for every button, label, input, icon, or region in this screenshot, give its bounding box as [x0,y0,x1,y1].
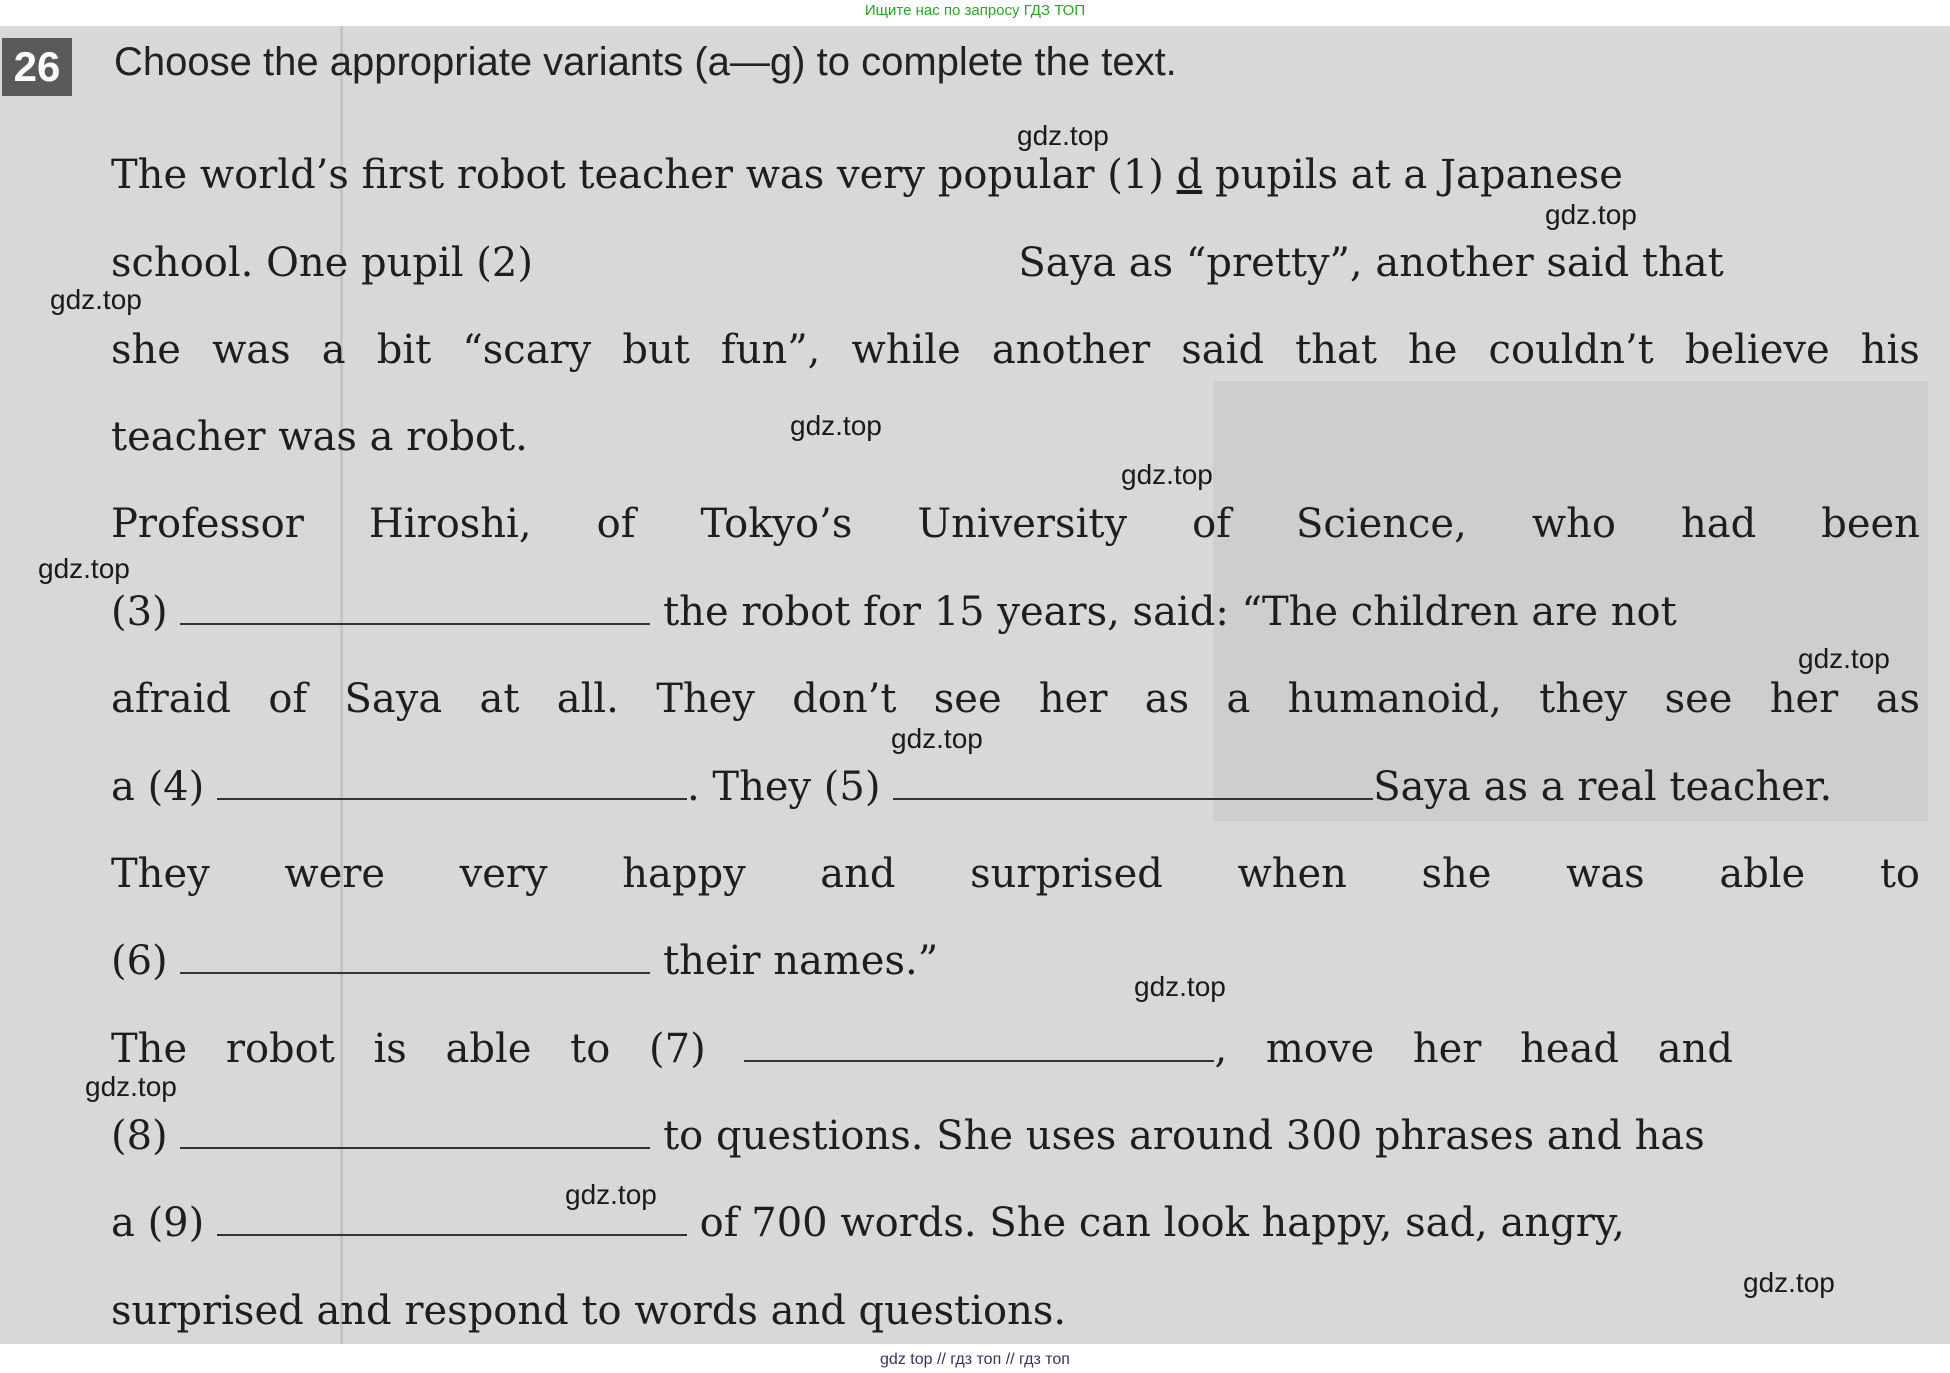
watermark: gdz.top [38,553,130,584]
word: surprised [970,851,1163,897]
word: another [991,327,1151,373]
exercise-instruction: Choose the appropriate variants (a—g) to complete the text. [114,40,1177,84]
word: and [820,851,896,897]
watermark: gdz.top [1121,459,1213,490]
word: “scary [462,327,592,373]
text-line-3 [111,324,1920,376]
text-segment: (6) [111,938,168,984]
word: very [459,851,548,897]
word: Science, [1296,501,1467,547]
text-segment: a (4) [111,764,205,810]
word: don’t [792,676,897,722]
top-banner: Ищите нас по запросу ГДЗ ТОП [864,2,1086,19]
word: of [1192,501,1231,547]
word: University [917,501,1128,547]
word: her [1769,676,1839,722]
blank-2[interactable] [546,240,1006,276]
text-line-8 [111,761,1920,813]
word: Saya [344,676,443,722]
text-segment: a (9) [111,1200,205,1246]
word: see [1664,676,1733,722]
text-line-9 [111,848,1920,900]
word: had [1680,501,1757,547]
blank-4[interactable] [217,764,687,800]
blank-3[interactable] [180,589,650,625]
watermark: gdz.top [790,410,882,441]
word: who [1531,501,1616,547]
text-line-12 [111,1110,1920,1162]
word: They [111,851,210,897]
word: a [1226,676,1251,722]
word: but [622,327,690,373]
word: bit [376,327,432,373]
exercise-number-badge: 26 [2,38,72,96]
word: of [268,676,308,722]
word: happy [622,851,746,897]
text-line-6 [111,586,1920,638]
word: couldn’t [1488,327,1654,373]
word: while [851,327,961,373]
text-segment: school. One pupil (2) [111,240,533,286]
blank-8[interactable] [180,1113,650,1149]
textbook-page [0,26,1950,1344]
answer-1: d [1176,152,1203,198]
word: were [284,851,386,897]
word: was [212,327,291,373]
word: humanoid, [1287,676,1502,722]
word: see [933,676,1002,722]
text-line-1 [111,149,1920,201]
watermark: gdz.top [1545,199,1637,230]
word: fun”, [720,327,821,373]
word: afraid [111,676,232,722]
blank-5[interactable] [893,764,1373,800]
text-segment: pupils at a Japanese [1214,152,1623,198]
text-segment: to questions. She uses around 300 phrases and has [663,1113,1705,1159]
text-segment: , move her head and [1214,1026,1733,1072]
word: she [111,327,181,373]
word: to [1879,851,1920,897]
word: when [1237,851,1347,897]
word: Hiroshi, [368,501,532,547]
text-segment: . They (5) [686,764,881,810]
text-line-14: surprised and respond to words and questions. [111,1288,1067,1334]
watermark: gdz.top [85,1071,177,1102]
word: he [1408,327,1458,373]
text-line-13 [111,1197,1920,1249]
word: her [1038,676,1108,722]
word: said [1181,327,1265,373]
blank-7[interactable] [744,1026,1214,1062]
watermark: gdz.top [891,723,983,754]
text-segment: Saya as “pretty”, another said that [1018,240,1724,286]
word: as [1144,676,1190,722]
blank-6[interactable] [180,938,650,974]
watermark: gdz.top [1134,971,1226,1002]
text-segment: the robot for 15 years, said: “The children are not [663,589,1677,635]
text-segment: (8) [111,1113,168,1159]
word: that [1295,327,1377,373]
text-line-5 [111,498,1920,550]
word: was [1566,851,1645,897]
word: been [1821,501,1920,547]
word: they [1539,676,1628,722]
word: Tokyo’s [700,501,853,547]
word: Professor [111,501,304,547]
watermark: gdz.top [1743,1267,1835,1298]
word: They [656,676,755,722]
word: his [1860,327,1920,373]
word: able [1719,851,1806,897]
text-line-2 [111,237,1920,289]
text-segment: their names.” [663,938,939,984]
word: of [596,501,636,547]
bottom-banner: gdz top // гдз топ // гдз топ [880,1351,1070,1368]
text-segment: Saya as a real teacher. [1373,764,1833,810]
word: she [1421,851,1492,897]
word: all. [556,676,619,722]
text-segment: The world’s first robot teacher was very popular (1) [111,152,1164,198]
word: at [479,676,520,722]
watermark: gdz.top [1798,643,1890,674]
text-line-10 [111,935,1920,987]
text-line-4: teacher was a robot. [111,414,528,460]
watermark: gdz.top [50,284,142,315]
text-line-11 [111,1023,1920,1075]
text-line-7 [111,673,1920,725]
word: believe [1684,327,1830,373]
watermark: gdz.top [1017,120,1109,151]
word: a [321,327,346,373]
text-segment: of 700 words. She can look happy, sad, angry, [699,1200,1625,1246]
watermark: gdz.top [565,1179,657,1210]
text-segment: The robot is able to (7) [111,1026,706,1072]
word: as [1875,676,1920,722]
text-segment: (3) [111,589,168,635]
